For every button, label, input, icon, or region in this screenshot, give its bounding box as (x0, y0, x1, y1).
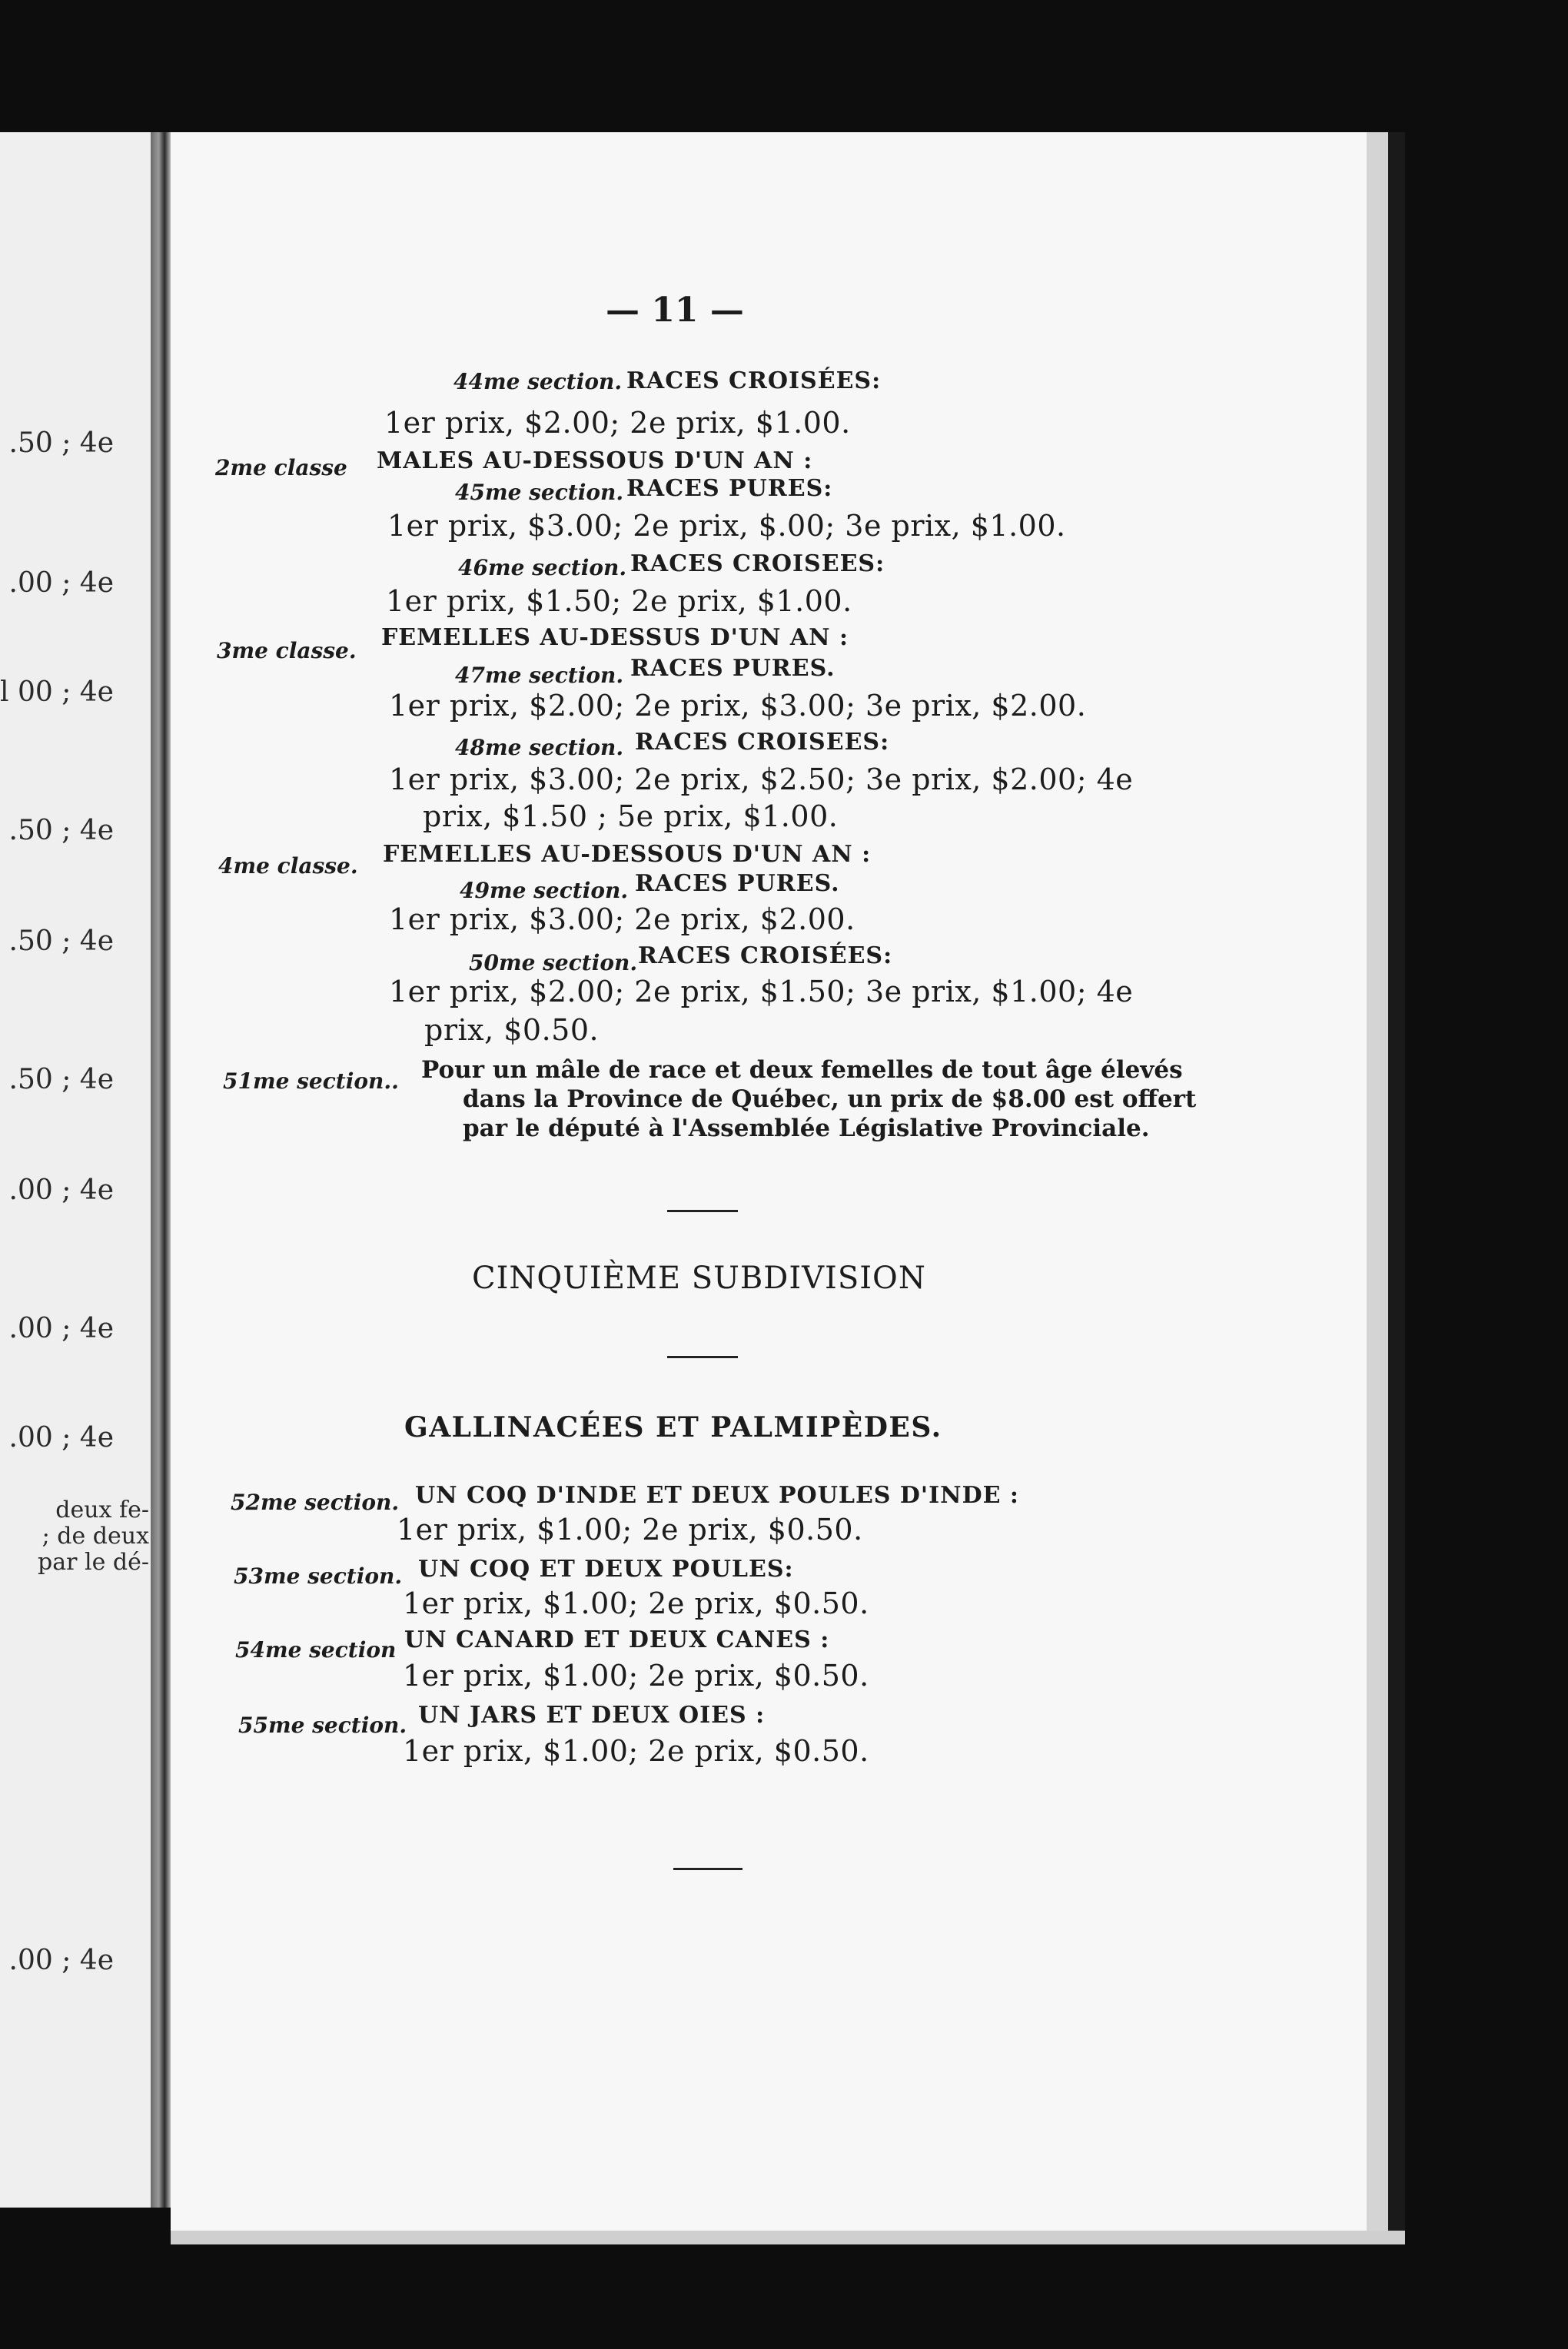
special-prize-text: dans la Province de Québec, un prix de $8.00 est offert (463, 1085, 1197, 1113)
class-label: 2me classe (215, 455, 347, 480)
page-bottom-edge (171, 2231, 1405, 2244)
prize-line-continued: prix, $0.50. (424, 1013, 600, 1047)
class-heading: MALES AU-DESSOUS D'UN AN : (377, 447, 813, 474)
section-heading: RACES PURES. (630, 655, 835, 682)
prize-line: 1er prix, $1.00; 2e prix, $0.50. (403, 1734, 869, 1768)
book-gutter (151, 132, 171, 2208)
prize-line: 1er prix, $1.50; 2e prix, $1.00. (386, 584, 852, 618)
left-page-fragment: .50 ; 4e (8, 925, 114, 957)
prize-line: 1er prix, $1.00; 2e prix, $0.50. (403, 1586, 869, 1620)
special-prize-text: par le député à l'Assemblée Législative Provinciale. (463, 1115, 1150, 1142)
section-label: 51me section.. (223, 1068, 399, 1094)
section-heading: RACES PURES. (635, 870, 840, 897)
section-heading: RACES CROISEES: (630, 550, 885, 577)
left-page-fragment: .50 ; 4e (8, 1064, 114, 1095)
section-heading: RACES CROISÉES: (626, 367, 882, 394)
left-page-fragment: .00 ; 4e (8, 1313, 114, 1344)
section-label: 55me section. (238, 1713, 407, 1738)
left-page-fragment: ; de deux (42, 1523, 149, 1550)
section-label: 44me section. (453, 369, 623, 394)
left-page-fragment: .50 ; 4e (8, 815, 114, 846)
class-heading: FEMELLES AU-DESSUS D'UN AN : (381, 624, 849, 651)
divider-rule (673, 1868, 742, 1870)
divider-rule (667, 1210, 738, 1212)
left-page-fragment: .00 ; 4e (8, 1422, 114, 1454)
section-label: 53me section. (234, 1563, 403, 1589)
divider-rule (667, 1356, 738, 1358)
prize-line: 1er prix, $2.00; 2e prix, $1.00. (384, 406, 851, 440)
left-page-fragment: .00 ; 4e (8, 567, 114, 599)
section-heading: UN JARS ET DEUX OIES : (418, 1702, 766, 1729)
class-label: 4me classe. (218, 853, 358, 879)
section-label: 50me section. (469, 950, 638, 975)
left-page-fragment: .00 ; 4e (8, 1945, 114, 1976)
section-heading: UN CANARD ET DEUX CANES : (404, 1626, 830, 1653)
prize-line: 1er prix, $3.00; 2e prix, $.00; 3e prix, $1.00. (387, 509, 1066, 543)
section-heading: RACES CROISÉES: (638, 942, 893, 969)
left-page-fragment: .00 ; 4e (8, 1174, 114, 1206)
prize-line-continued: prix, $1.50 ; 5e prix, $1.00. (423, 799, 839, 833)
left-page-fragment: l 00 ; 4e (0, 676, 114, 708)
prize-line: 1er prix, $1.00; 2e prix, $0.50. (403, 1659, 869, 1693)
section-heading: UN COQ D'INDE ET DEUX POULES D'INDE : (415, 1482, 1019, 1509)
section-label: 54me section (235, 1637, 397, 1663)
prize-line: 1er prix, $1.00; 2e prix, $0.50. (397, 1513, 863, 1547)
left-page-fragment: par le dé- (38, 1549, 149, 1576)
page-edge (1367, 132, 1388, 2231)
section-label: 49me section. (460, 878, 629, 903)
prize-line: 1er prix, $2.00; 2e prix, $3.00; 3e prix, $2.00. (389, 689, 1087, 723)
section-label: 48me section. (455, 735, 624, 760)
prize-line: 1er prix, $3.00; 2e prix, $2.00. (389, 902, 855, 936)
page-number: — 11 — (606, 291, 744, 330)
section-label: 46me section. (458, 555, 627, 580)
section-heading: UN COQ ET DEUX POULES: (418, 1556, 794, 1583)
section-heading: RACES PURES: (626, 475, 833, 502)
subdivision-heading: GALLINACÉES ET PALMIPÈDES. (404, 1411, 942, 1444)
page-shadow (1388, 132, 1405, 2231)
left-facing-page (0, 132, 161, 2208)
prize-line: 1er prix, $2.00; 2e prix, $1.50; 3e prix, $1.00; 4e (389, 975, 1134, 1008)
section-label: 52me section. (231, 1490, 400, 1515)
left-page-fragment: .50 ; 4e (8, 427, 114, 459)
class-label: 3me classe. (217, 638, 357, 663)
class-heading: FEMELLES AU-DESSOUS D'UN AN : (383, 841, 872, 868)
subdivision-title: CINQUIÈME SUBDIVISION (472, 1261, 926, 1296)
left-page-fragment: deux fe- (55, 1497, 149, 1523)
special-prize-text: Pour un mâle de race et deux femelles de tout âge élevés (421, 1056, 1183, 1084)
section-label: 45me section. (455, 480, 624, 505)
section-label: 47me section. (455, 663, 624, 688)
prize-line: 1er prix, $3.00; 2e prix, $2.50; 3e prix, $2.00; 4e (389, 763, 1134, 796)
section-heading: RACES CROISEES: (635, 729, 890, 756)
